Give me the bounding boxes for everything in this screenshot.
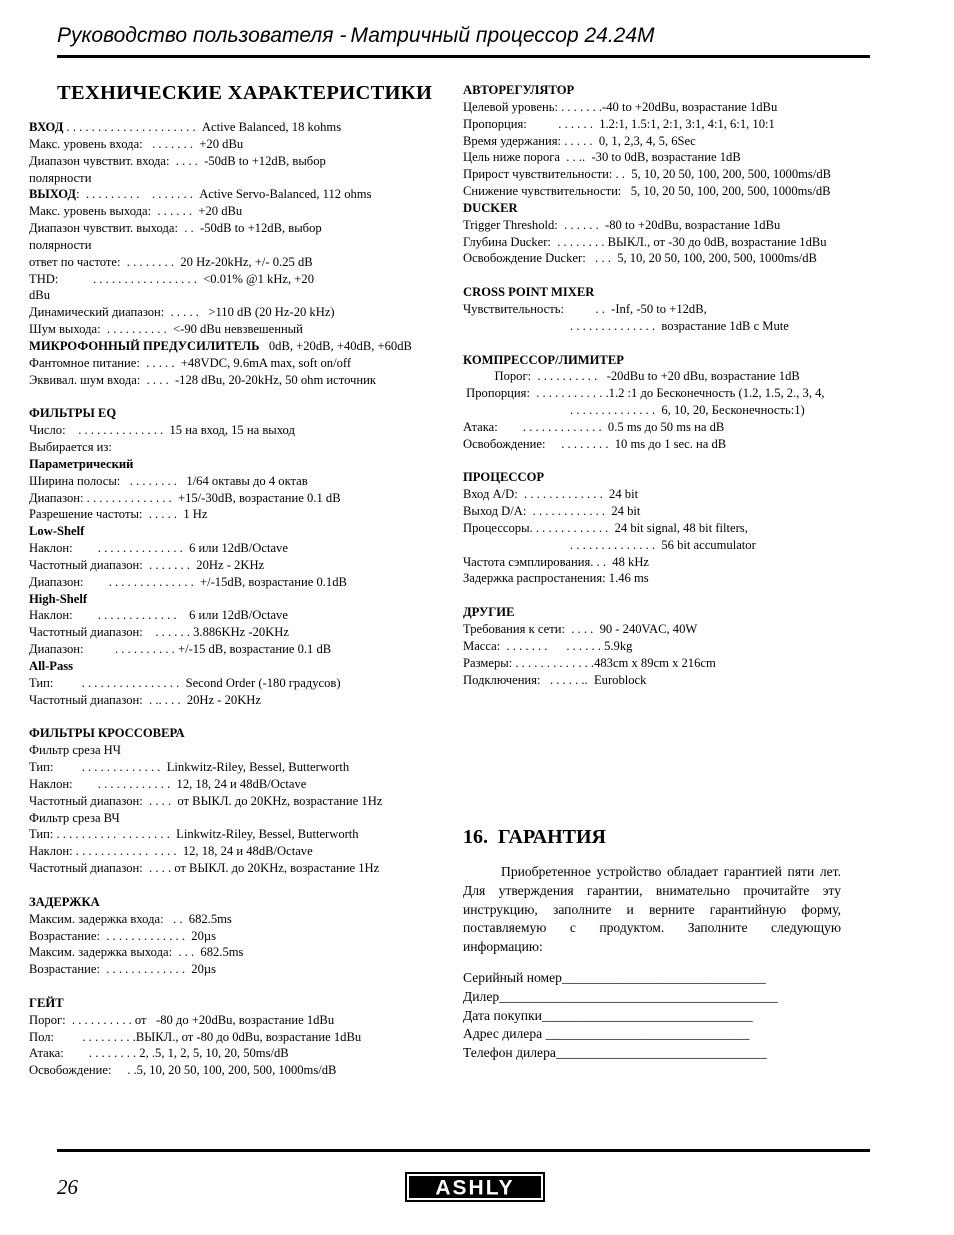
ashly-logo-text: ASHLY bbox=[435, 1176, 515, 1200]
spec-text: : . . . . . . . . . . . . . . . . Active Servo-Balanced, 112 ohms bbox=[76, 187, 372, 202]
spec-line bbox=[29, 826, 449, 843]
spec-line bbox=[463, 116, 893, 133]
dealer-phone-field[interactable]: Телефон дилера_______________________________ bbox=[463, 1045, 767, 1061]
spec-label: КОМПРЕССОР/ЛИМИТЕР bbox=[463, 352, 624, 367]
spec-line bbox=[29, 473, 449, 490]
footer-rule bbox=[57, 1149, 870, 1152]
spec-text: Шум выхода: . . . . . . . . . . <-90 dBu невзвешенный bbox=[29, 322, 303, 337]
spec-text: Максим. задержка выхода: . . . 682.5ms bbox=[29, 945, 244, 960]
spec-line bbox=[29, 624, 449, 641]
spec-text: Масса: . . . . . . . . . . . . . 5.9kg bbox=[463, 638, 633, 653]
spec-text: Освобождение: . .5, 10, 20 50, 100, 200, 500, 1000ms/dB bbox=[29, 1063, 337, 1078]
spec-text: Наклон: . . . . . . . . . . . . . . . . 12, 18, 24 и 48dB/Octave bbox=[29, 844, 313, 859]
dealer-address-field[interactable]: Адрес дилера ______________________________ bbox=[463, 1026, 750, 1042]
spec-line bbox=[29, 810, 449, 827]
spec-text: Размеры: . . . . . . . . . . . . .483cm x 89cm x 216cm bbox=[463, 655, 716, 670]
spec-line bbox=[29, 641, 449, 658]
specs-left-column bbox=[29, 119, 449, 1079]
spec-text: Фантомное питание: . . . . . +48VDC, 9.6mA max, soft on/off bbox=[29, 355, 352, 370]
spec-text: Диапазон: . . . . . . . . . . . . . . +/-15dB, возрастание 0.1dB bbox=[29, 574, 347, 589]
spec-label: CROSS POINT MIXER bbox=[463, 285, 595, 300]
spec-line bbox=[29, 742, 449, 759]
spec-line bbox=[29, 843, 449, 860]
spec-label: ФИЛЬТРЫ EQ bbox=[29, 406, 117, 421]
spec-text: Атака: . . . . . . . . 2, .5, 1, 2, 5, 10, 20, 50ms/dB bbox=[29, 1046, 289, 1061]
purchase-date-field[interactable]: Дата покупки_______________________________ bbox=[463, 1007, 753, 1023]
spec-text: Требования к сети: . . . . 90 - 240VAC, 40W bbox=[463, 622, 698, 636]
spec-line bbox=[463, 436, 893, 453]
spec-line bbox=[463, 486, 893, 503]
spec-line bbox=[29, 776, 449, 793]
spec-line bbox=[29, 304, 449, 321]
spacer bbox=[29, 877, 449, 894]
spec-section-heading bbox=[29, 523, 449, 540]
spec-text: Частота сэмплирования. . . 48 kHz bbox=[463, 554, 649, 569]
spec-line bbox=[29, 944, 449, 961]
spec-line bbox=[29, 186, 449, 203]
spec-text: . . . . . . . . . . . . . . 56 bit accumulator bbox=[463, 537, 756, 552]
spec-text: Вход A/D: . . . . . . . . . . . . . 24 bit bbox=[463, 487, 639, 502]
spec-text: Пропорция: . . . . . . 1.2:1, 1.5:1, 2:1, 3:1, 4:1, 6:1, 10:1 bbox=[463, 116, 775, 131]
spec-text: Фильтр среза ВЧ bbox=[29, 810, 120, 825]
spec-line bbox=[29, 119, 449, 136]
spec-line bbox=[29, 490, 449, 507]
spec-text: Ширина полосы: . . . . . . . . 1/64 октавы до 4 октав bbox=[29, 473, 308, 488]
spec-text: Эквивал. шум входа: . . . . -128 dBu, 20-20kHz, 50 ohm источник bbox=[29, 372, 376, 387]
spacer bbox=[29, 978, 449, 995]
header-title-manual: Руководство пользователя bbox=[57, 24, 334, 47]
page-number: 26 bbox=[57, 1175, 78, 1199]
spec-section-heading bbox=[29, 894, 449, 911]
spec-text: Частотный диапазон: . . . . от ВЫКЛ. до 20KHz, возрастание 1Hz bbox=[29, 861, 380, 876]
spec-line bbox=[29, 321, 449, 338]
spec-section-heading bbox=[463, 284, 893, 301]
spec-text: Разрешение частоты: . . . . . 1 Hz bbox=[29, 507, 208, 522]
spec-line bbox=[463, 234, 893, 251]
spec-line bbox=[463, 554, 893, 571]
spec-text: полярности bbox=[29, 237, 92, 252]
spacer bbox=[463, 267, 893, 284]
spec-section-heading bbox=[29, 995, 449, 1012]
spec-line bbox=[29, 136, 449, 153]
spec-line bbox=[29, 170, 449, 187]
spec-text: Тип: . . . . . . . . . . . . . . . . . . Linkwitz-Riley, Bessel, Butterworth bbox=[29, 827, 359, 842]
spec-section-heading bbox=[463, 82, 893, 99]
spec-label: ПРОЦЕССОР bbox=[463, 470, 545, 485]
spec-text: Наклон: . . . . . . . . . . . . . . 6 или 12dB/Octave bbox=[29, 541, 288, 556]
spec-text: Максим. задержка входа: . . 682.5ms bbox=[29, 911, 232, 926]
spec-text: Число: . . . . . . . . . . . . . . 15 на вход, 15 на выход bbox=[29, 423, 295, 438]
spec-label: All-Pass bbox=[29, 659, 74, 673]
warranty-section-number: 16. bbox=[463, 826, 488, 848]
spec-text: Возрастание: . . . . . . . . . . . . . 20µs bbox=[29, 928, 217, 943]
spec-line bbox=[29, 759, 449, 776]
spec-line bbox=[463, 149, 893, 166]
spec-line bbox=[29, 607, 449, 624]
spec-text: Порог: . . . . . . . . . . от -80 до +20dBu, возрастание 1dBu bbox=[29, 1012, 335, 1027]
header-rule bbox=[57, 55, 870, 58]
spec-line bbox=[29, 153, 449, 170]
spec-text: Цель ниже порога . . .. -30 to 0dB, возрастание 1dB bbox=[463, 150, 741, 165]
spec-text: Чувствительность: . . -Inf, -50 to +12dB, bbox=[463, 301, 707, 316]
header-title bbox=[57, 24, 655, 48]
spec-text: Выбирается из: bbox=[29, 440, 112, 455]
spec-text: . . . . . . . . . . . . . . . . . . . . . Active Balanced, 18 kohms bbox=[63, 120, 342, 134]
spec-label: ДРУГИЕ bbox=[463, 605, 515, 620]
spec-text: Освобождение Ducker: . . . 5, 10, 20 50, 100, 200, 500, 1000ms/dB bbox=[463, 251, 817, 266]
spec-section-heading bbox=[29, 658, 449, 675]
specs-right-column bbox=[463, 82, 893, 688]
spec-label: АВТОРЕГУЛЯТОР bbox=[463, 83, 575, 97]
spec-line bbox=[29, 1045, 449, 1062]
spacer bbox=[29, 709, 449, 726]
spacer bbox=[29, 389, 449, 406]
spec-line bbox=[29, 793, 449, 810]
spec-text: Подключения: . . . . . .. Euroblock bbox=[463, 672, 647, 687]
spec-line bbox=[29, 540, 449, 557]
spec-line bbox=[29, 692, 449, 709]
spec-line bbox=[463, 166, 893, 183]
spec-section-heading bbox=[29, 456, 449, 473]
spec-label: МИКРОФОННЫЙ ПРЕДУСИЛИТЕЛЬ bbox=[29, 338, 260, 353]
spacer bbox=[463, 335, 893, 352]
spec-text: Пропорция: . . . . . . . . . . . .1.2 :1 до Бесконечность (1.2, 1.5, 2., 3, 4, bbox=[463, 386, 825, 401]
spacer bbox=[463, 453, 893, 470]
spec-text: Тип: . . . . . . . . . . . . . Linkwitz-Riley, Bessel, Butterworth bbox=[29, 760, 350, 775]
spec-text: Время удержания: . . . . . 0, 1, 2,3, 4, 5, 6Sec bbox=[463, 133, 696, 148]
warranty-title: ГАРАНТИЯ bbox=[498, 826, 606, 848]
spec-text: Частотный диапазон: . .. . . . 20Hz - 20KHz bbox=[29, 692, 261, 707]
spec-section-heading bbox=[463, 352, 893, 369]
spec-line bbox=[463, 672, 893, 689]
spec-label: Параметрический bbox=[29, 456, 134, 471]
spec-line bbox=[29, 1062, 449, 1079]
spec-text: Освобождение: . . . . . . . . 10 ms до 1 sec. на dB bbox=[463, 436, 727, 451]
spec-line bbox=[29, 271, 449, 288]
spec-line bbox=[29, 860, 449, 877]
spec-section-heading bbox=[463, 604, 893, 621]
spec-line bbox=[463, 133, 893, 150]
spec-text: Частотный диапазон: . . . . . . . 20Hz - 2KHz bbox=[29, 557, 265, 572]
spec-text: Динамический диапазон: . . . . . >110 dB (20 Hz-20 kHz) bbox=[29, 305, 335, 320]
spec-text: THD: . . . . . . . . . . . . . . . . . <0.01% @1 kHz, +20 bbox=[29, 271, 315, 286]
spec-line bbox=[463, 419, 893, 436]
spec-line bbox=[463, 318, 893, 335]
spec-line bbox=[29, 372, 449, 389]
spec-line bbox=[463, 250, 893, 267]
spec-line bbox=[29, 961, 449, 978]
spec-line bbox=[29, 287, 449, 304]
spec-line bbox=[29, 1029, 449, 1046]
spec-text: Тип: . . . . . . . . . . . . . . . . Second Order (-180 градусов) bbox=[29, 675, 341, 690]
spec-section-heading bbox=[29, 591, 449, 608]
spec-text: Задержка распростанения: 1.46 ms bbox=[463, 571, 649, 586]
spec-label: ВХОД bbox=[29, 120, 64, 134]
spec-text: ответ по частоте: . . . . . . . . 20 Hz-20kHz, +/- 0.25 dB bbox=[29, 254, 313, 269]
spec-text: Выход D/A: . . . . . . . . . . . . 24 bit bbox=[463, 504, 641, 519]
spec-line bbox=[29, 422, 449, 439]
warranty-form bbox=[463, 969, 778, 1063]
spec-text: полярности bbox=[29, 170, 92, 185]
spec-text: Глубина Ducker: . . . . . . . . ВЫКЛ., от -30 до 0dB, возрастание 1dBu bbox=[463, 234, 827, 249]
spec-text: Процессоры. . . . . . . . . . . . . 24 bit signal, 48 bit filters, bbox=[463, 520, 748, 535]
warranty-heading bbox=[463, 826, 616, 849]
spec-text: Целевой уровень: . . . . . . .-40 to +20dBu, возрастание 1dBu bbox=[463, 99, 778, 114]
spec-text: Диапазон: . . . . . . . . . . +/-15 dB, возрастание 0.1 dB bbox=[29, 642, 332, 657]
spec-line bbox=[29, 439, 449, 456]
ashly-logo bbox=[405, 1172, 545, 1202]
spec-line bbox=[463, 655, 893, 672]
spec-text: Порог: . . . . . . . . . . -20dBu to +20 dBu, возрастание 1dB bbox=[463, 369, 800, 384]
spec-section-heading bbox=[463, 469, 893, 486]
spec-line bbox=[463, 385, 893, 402]
spec-line bbox=[463, 217, 893, 234]
spec-text: Макс. уровень выхода: . . . . . . +20 dBu bbox=[29, 204, 243, 219]
spec-label: ЗАДЕРЖКА bbox=[29, 894, 100, 909]
spec-line bbox=[463, 520, 893, 537]
spec-line bbox=[29, 237, 449, 254]
spec-text: Диапазон чувствит. выхода: . . -50dB to +12dB, выбор bbox=[29, 221, 322, 236]
spec-line bbox=[29, 557, 449, 574]
spec-line bbox=[29, 675, 449, 692]
spec-line bbox=[463, 402, 893, 419]
spec-text: 0dB, +20dB, +40dB, +60dB bbox=[259, 338, 412, 353]
spec-line bbox=[463, 301, 893, 318]
spec-text: Атака: . . . . . . . . . . . . . 0.5 ms до 50 ms на dB bbox=[463, 419, 725, 434]
spacer bbox=[463, 587, 893, 604]
spec-text: Наклон: . . . . . . . . . . . . . 6 или 12dB/Octave bbox=[29, 608, 288, 623]
spec-text: dBu bbox=[29, 288, 50, 303]
spec-line bbox=[463, 570, 893, 587]
spec-text: Частотный диапазон: . . . . . . 3.886KHz -20KHz bbox=[29, 625, 289, 640]
spec-line bbox=[29, 203, 449, 220]
spec-line bbox=[463, 99, 893, 116]
spec-line bbox=[463, 183, 893, 200]
spec-text: Диапазон чувствит. входа: . . . . -50dB to +12dB, выбор bbox=[29, 153, 326, 168]
spec-line bbox=[29, 220, 449, 237]
spec-text: Наклон: . . . . . . . . . . . . 12, 18, 24 и 48dB/Octave bbox=[29, 776, 307, 791]
dealer-field[interactable]: Дилер_________________________________________ bbox=[463, 988, 778, 1004]
spec-label: Low-Shelf bbox=[29, 524, 85, 539]
serial-number-field[interactable]: Серийный номер______________________________ bbox=[463, 970, 766, 985]
spec-line bbox=[463, 537, 893, 554]
spec-text: Прирост чувствительности: . . 5, 10, 20 50, 100, 200, 500, 1000ms/dB bbox=[463, 167, 832, 182]
spec-text: Возрастание: . . . . . . . . . . . . . 20µs bbox=[29, 962, 217, 977]
spec-text: Пол: . . . . . . . . .ВЫКЛ., от -80 до 0dBu, возрастание 1dBu bbox=[29, 1029, 362, 1044]
spec-section-heading bbox=[29, 405, 449, 422]
spec-text: Снижение чувствительности: 5, 10, 20 50, 100, 200, 500, 1000ms/dB bbox=[463, 184, 831, 199]
spec-line bbox=[29, 928, 449, 945]
spec-line bbox=[463, 621, 893, 638]
spec-label: ГЕЙТ bbox=[29, 995, 64, 1010]
spec-line bbox=[463, 368, 893, 385]
header-title-separator: - bbox=[339, 24, 347, 47]
spec-line bbox=[29, 1012, 449, 1029]
warranty-paragraph: Приобретенное устройство обладает гарантией пяти лет. Для утверждения гарантии, внимательно прочитайте эту инструкцию, заполните и верните гарантийную форму, поставляемую с продуктом. Заполните следующую информацию: bbox=[463, 864, 841, 955]
spec-text: Фильтр среза НЧ bbox=[29, 743, 121, 758]
header-title-product: Матричный процессор 24.24M bbox=[350, 24, 655, 47]
spec-line bbox=[29, 574, 449, 591]
spec-text: Макс. уровень входа: . . . . . . . +20 dBu bbox=[29, 136, 244, 151]
spec-label: ВЫХОД bbox=[29, 187, 77, 202]
specs-heading: ТЕХНИЧЕСКИЕ ХАРАКТЕРИСТИКИ bbox=[57, 82, 433, 104]
spec-label: DUCKER bbox=[463, 200, 518, 215]
spec-line bbox=[463, 503, 893, 520]
spec-line bbox=[29, 911, 449, 928]
spec-text: . . . . . . . . . . . . . . возрастание 1dB с Mute bbox=[463, 318, 789, 333]
spec-label: High-Shelf bbox=[29, 591, 88, 606]
spec-line bbox=[463, 638, 893, 655]
spec-line bbox=[29, 506, 449, 523]
spec-label: ФИЛЬТРЫ КРОССОВЕРА bbox=[29, 726, 185, 741]
spec-text: Диапазон: . . . . . . . . . . . . . . +15/-30dB, возрастание 0.1 dB bbox=[29, 490, 341, 505]
spec-section-heading bbox=[29, 725, 449, 742]
spec-text: Частотный диапазон: . . . . от ВЫКЛ. до 20KHz, возрастание 1Hz bbox=[29, 793, 383, 808]
spec-line bbox=[29, 355, 449, 372]
spec-text: . . . . . . . . . . . . . . 6, 10, 20, Бесконечность:1) bbox=[463, 403, 805, 418]
spec-text: Trigger Threshold: . . . . . . -80 to +20dBu, возрастание 1dBu bbox=[463, 217, 781, 232]
spec-line bbox=[29, 338, 449, 355]
spec-section-heading bbox=[463, 200, 893, 217]
spec-line bbox=[29, 254, 449, 271]
